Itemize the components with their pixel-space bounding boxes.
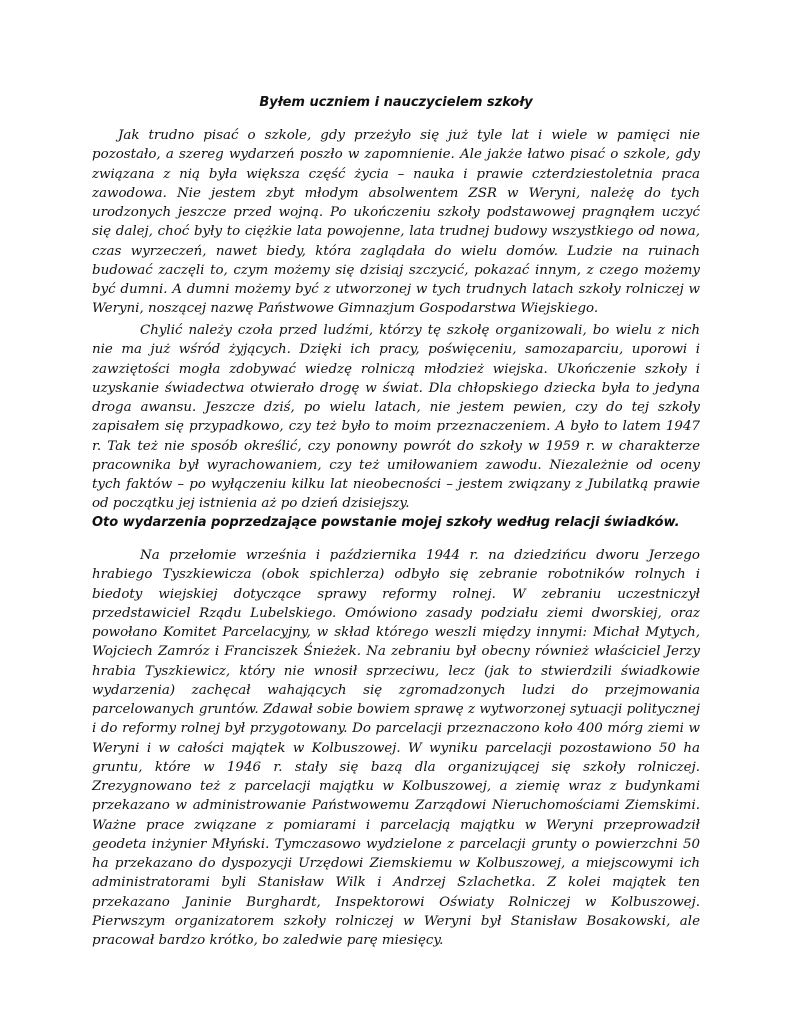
document-page xyxy=(92,0,700,1024)
paragraph-school-founders: Chylić należy czoła przed ludźmi, którzy tę szkołę organizowali, bo wielu z nich nie ma już wśród żyjących. Dzięki ich pracy, poświęceniu, samozaparciu, uporowi i zawziętości mogła zdobywać wiedzę rolniczą młodzież wiejska. Ukończenie szkoły i uzyskanie świadectwa otwierało drogę w świat. Dla chłopskiego dziecka była to jedyna droga awansu. Jeszcze dziś, po wielu latach, nie jestem pewien, czy do tej szkoły zapisałem się przypadkowo, czy też było to moim przeznaczeniem. A było to latem 1947 r. Tak też nie sposób określić, czy ponowny powrót do szkoły w 1959 r. w charakterze pracownika był wyrachowaniem, czy też umiłowaniem zawodu. Niezależnie od oceny tych faktów – po wyłączeniu kilku lat nieobecności – jestem związany z Jubilatką prawie od początku jej istnienia aż po dzień dzisiejszy. xyxy=(92,323,700,512)
paragraph-land-reform: Na przełomie września i października 1944 r. na dziedzińcu dworu Jerzego hrabiego Tyszkiewicza (obok spichlerza) odbyło się zebranie robotników rolnych i biedoty wiejskiej dotyczące sprawy reformy rolnej. W zebraniu uczestniczył przedstawiciel Rządu Lubelskiego. Omówiono zasady podziału ziemi dworskiej, oraz powołano Komitet Parcelacyjny, w skład którego weszli między innymi: Michał Mytych, Wojciech Zamróz i Franciszek Śnieżek. Na zebraniu był obecny również właściciel Jerzy hrabia Tyszkiewicz, który nie wnosił sprzeciwu, lecz (jak to stwierdzili świadkowie wydarzenia) zachęcał wahających się zgromadzonych ludzi do przejmowania parcelowanych gruntów. Zdawał sobie bowiem sprawę z wytworzonej sytuacji politycznej i do reformy rolnej był przygotowany. Do parcelacji przeznaczono koło 400 mórg ziemi w Weryni i w całości majątek w Kolbuszowej. W wyniku parcelacji pozostawiono 50 ha gruntu, które w 1946 r. stały się bazą dla organizującej się szkoły rolniczej. Zrezygnowano też z parcelacji majątku w Kolbuszowej, a ziemię wraz z budynkami przekazano w administrowanie Państwowemu Zarządowi Nieruchomościami Ziemskimi. Ważne prace związane z pomiarami i parcelacją majątku w Weryni przeprowadził geodeta inżynier Młyński. Tymczasowo wydzielone z parcelacji grunty o powierzchni 50 ha przekazano do dyspozycji Urzędowi Ziemskiemu w Kolbuszowej, a miejscowymi ich administratorami byli Stanisław Wilk i Andrzej Szlachetka. Z kolei majątek ten przekazano Janinie Burghardt, Inspektorowi Oświaty Rolniczej w Kolbuszowej. Pierwszym organizatorem szkoły rolniczej w Weryni był Stanisław Bosakowski, ale pracował bardzo krótko, bo zaledwie parę miesięcy. xyxy=(92,548,700,948)
section-subheading: Oto wydarzenia poprzedzające powstanie mojej szkoły według relacji świadków. xyxy=(92,515,680,530)
document-title: Byłem uczniem i nauczycielem szkoły xyxy=(259,95,533,110)
paragraph-intro: Jak trudno pisać o szkole, gdy przeżyło się już tyle lat i wiele w pamięci nie pozostało, a szereg wydarzeń poszło w zapomnienie. Ale jakże łatwo pisać o szkole, gdy związana z nią była większa część życia – nauka i prawie czterdziestoletnia praca zawodowa. Nie jestem zbyt młodym absolwentem ZSR w Weryni, należę do tych urodzonych jeszcze przed wojną. Po ukończeniu szkoły podstawowej pragnąłem uczyć się dalej, choć były to ciężkie lata powojenne, lata trudnej budowy wszystkiego od nowa, czas wyrzeczeń, nawet biedy, która zaglądała do wielu domów. Ludzie na ruinach budować zaczęli to, czym możemy się dzisiaj szczycić, pokazać innym, z czego możemy być dumni. A dumni możemy być z utworzonej w tych trudnych latach szkoły rolniczej w Weryni, noszącej nazwę Państwowe Gimnazjum Gospodarstwa Wiejskiego. xyxy=(92,128,700,317)
